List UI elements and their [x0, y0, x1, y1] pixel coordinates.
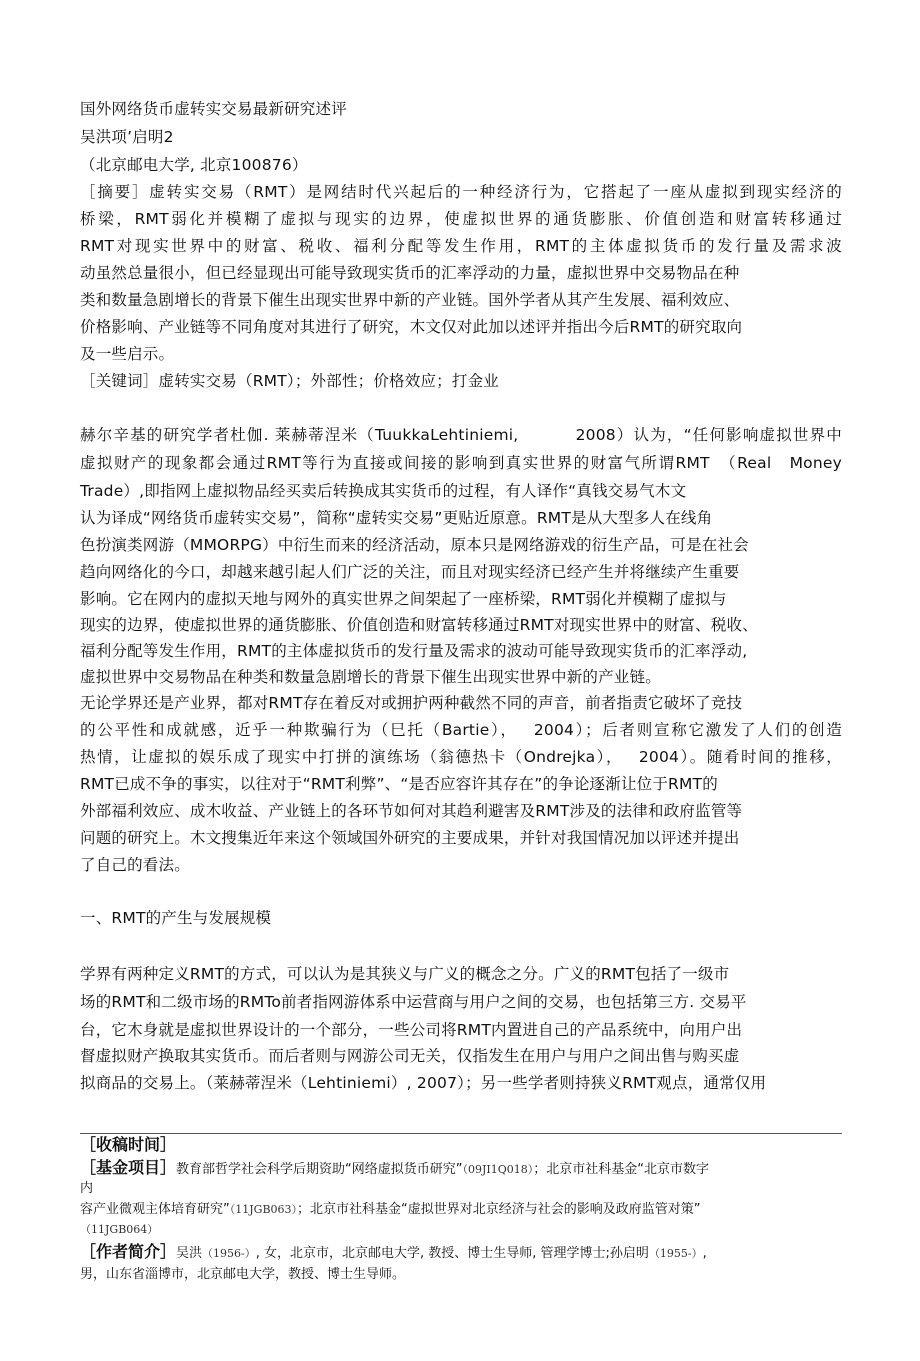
abstract-line: 桥梁，RMT弱化并模糊了虚拟与现实的边界，使虚拟世界的通货膨胀、价值创造和财富转移通过	[80, 210, 842, 228]
footnote-divider	[80, 1133, 842, 1134]
intro-line: Trade）,即指网上虚拟物品经买卖后转换成其实货币的过程，有人译作“真钱交易气木文	[80, 482, 687, 500]
intro-line: RMT已成不争的事实，以往对于“RMT利弊”、“是否应容许其存在”的争论逐渐让位于RMT的	[80, 775, 718, 793]
author-text: 吴洪	[176, 1246, 203, 1261]
author-text: ,	[702, 1246, 707, 1261]
fund-code: （11JGB064）	[80, 1223, 159, 1236]
author-label: ［作者简介］	[80, 1242, 177, 1261]
intro-line: 赫尔辛基的研究学者杜伽. 莱赫蒂涅米（TuukkaLehtiniemi, 2008）认为，“任何影响虚拟世界中	[80, 426, 842, 444]
intro-line: 现实的边界，使虚拟世界的通货膨胀、价值创造和财富转移通过RMT对现实世界中的财富、税收、	[80, 616, 758, 634]
intro-line: 趋向网络化的今口，却越来越引起人们广泛的关注，而且对现实经济已经产生并将继续产生重要	[80, 563, 740, 581]
section-line: 场的RMT和二级市场的RMTo前者指网游体系中运营商与用户之间的交易，也包括第三方. 交易平	[80, 993, 747, 1011]
fund-text: ；北京市社科基金“虚拟世界对北京经济与社会的影响及政府监管对策”	[297, 1202, 701, 1217]
section-line: 台，它木身就是虚拟世界设计的一个部分，一些公司将RMT内置进自己的产品系统中，向用户出	[80, 1021, 743, 1039]
abstract-line: 类和数量急剧增长的背景下催生出现实世界中新的产业链。国外学者从其产生发展、福利效应、	[80, 291, 740, 309]
intro-line: 热情，让虚拟的娱乐成了现实中打拼的演练场（翁德热卡（Ondrejka）， 2004）。随肴时间的推移，	[80, 748, 842, 766]
intro-line: 的公平性和成就感，近乎一种欺骗行为（巳托（Bartie）， 2004）；后者则宣称它激发了人们的创造	[80, 721, 842, 739]
fund-text: 容产业微观主体培育研究”	[80, 1202, 230, 1217]
affiliation-line: （北京邮电大学, 北京100876）	[80, 156, 308, 174]
footnote-fund	[80, 1159, 709, 1179]
section-line: 学界有两种定义RMT的方式，可以认为是其狭义与广义的概念之分。广义的RMT包括了一级市	[80, 965, 730, 983]
section-line: 拟商品的交易上。（莱赫蒂涅米（Lehtiniemi）, 2007）；另一些学者则持狭义RMT观点，通常仅用	[80, 1074, 767, 1092]
intro-line: 了自己的看法。	[80, 856, 190, 874]
abstract-line: 价格影响、产业链等不同角度对其进行了研究，木文仅对此加以述评并指出今后RMT的研究取向	[80, 318, 743, 336]
fund-code: （09JI1Q018）	[462, 1163, 534, 1176]
fund-text: 教育部哲学社会科学后期资助“网络虚拟货币研究”	[176, 1162, 463, 1177]
author-text: , 女，北京市，北京邮电大学, 教授、博士生导师, 管理学博士;孙启明	[255, 1246, 649, 1261]
section-line: 督虚拟财产换取其实货币。而后者则与网游公司无关，仅指发生在用户与用户之间出售与购买虚	[80, 1047, 740, 1065]
fund-label: ［基金项目］	[80, 1158, 177, 1177]
fund-text: ；北京市社科基金“北京市数字	[533, 1162, 710, 1177]
footnote-fund-code	[80, 1221, 158, 1239]
footnote-fund-wrap: 内	[80, 1181, 94, 1196]
intro-line: 虚拟财产的现象都会通过RMT等行为直接或间接的影响到真实世界的财富气所谓RMT （Real Money	[80, 454, 842, 472]
received-label: ［收稿时间］	[80, 1135, 177, 1154]
intro-line: 外部福利效应、成木收益、产业链上的各环节如何对其趋利避害及RMT涉及的法律和政府监管等	[80, 802, 743, 820]
abstract-line: ［摘要］虚转实交易（RMT）是网结时代兴起后的一种经济行为，它搭起了一座从虚拟到现实经济的	[80, 183, 842, 201]
abstract-line: 动虽然总量很小，但已经显现出可能导致现实货币的汇率浮动的力量，虚拟世界中交易物品在种	[80, 264, 740, 282]
footnote-author-cont: 男，山东省淄博市，北京邮电大学，教授、博士生导师。	[80, 1267, 406, 1282]
intro-line: 无论学界还是产业界，都对RMT存在着反对或拥护两种截然不同的声音，前者指责它破坏了竞技	[80, 694, 743, 712]
footnote-author	[80, 1243, 707, 1263]
abstract-line: RMT对现实世界中的财富、税收、福利分配等发生作用，RMT的主体虚拟货币的发行量及需求波	[80, 237, 842, 255]
abstract-line: 及一些启示。	[80, 345, 175, 363]
section-heading: 一、RMT的产生与发展规模	[80, 909, 272, 927]
intro-line: 色扮演类网游（MMORPG）中衍生而来的经济活动，原本只是网络游戏的衍生产品，可是在社会	[80, 536, 749, 554]
author-years: （1956-）	[202, 1247, 256, 1260]
fund-code: （11JGB063）	[229, 1203, 298, 1216]
author-years: （1955-）	[648, 1247, 703, 1260]
footnote-fund-cont	[80, 1201, 701, 1219]
intro-line: 虚拟世界中交易物品在种类和数量急剧增长的背景下催生出现实世界中新的产业链。	[80, 668, 661, 686]
intro-line: 福利分配等发生作用，RMT的主体虚拟货币的发行量及需求的波动可能导致现实货币的汇率浮动,	[80, 642, 748, 660]
keywords-line: ［关键词］虚转实交易（RMT）；外部性；价格效应；打金业	[80, 372, 499, 390]
intro-line: 认为译成“网络货币虚转实交易”，简称“虚转实交易”更贴近原意。RMT是从大型多人在线角	[80, 509, 713, 527]
intro-line: 问题的研究上。木文搜集近年来这个领域国外研究的主要成果，并针对我国情况加以评述并提出	[80, 829, 740, 847]
author-line: 吴洪项’启明2	[80, 128, 174, 146]
footnote-received	[80, 1136, 176, 1156]
intro-line: 影响。它在网内的虚拟天地与网外的真实世界之间架起了一座桥梁，RMT弱化并模糊了虚拟与	[80, 590, 727, 608]
paper-title: 国外网络货币虚转实交易最新研究述评	[80, 100, 347, 118]
